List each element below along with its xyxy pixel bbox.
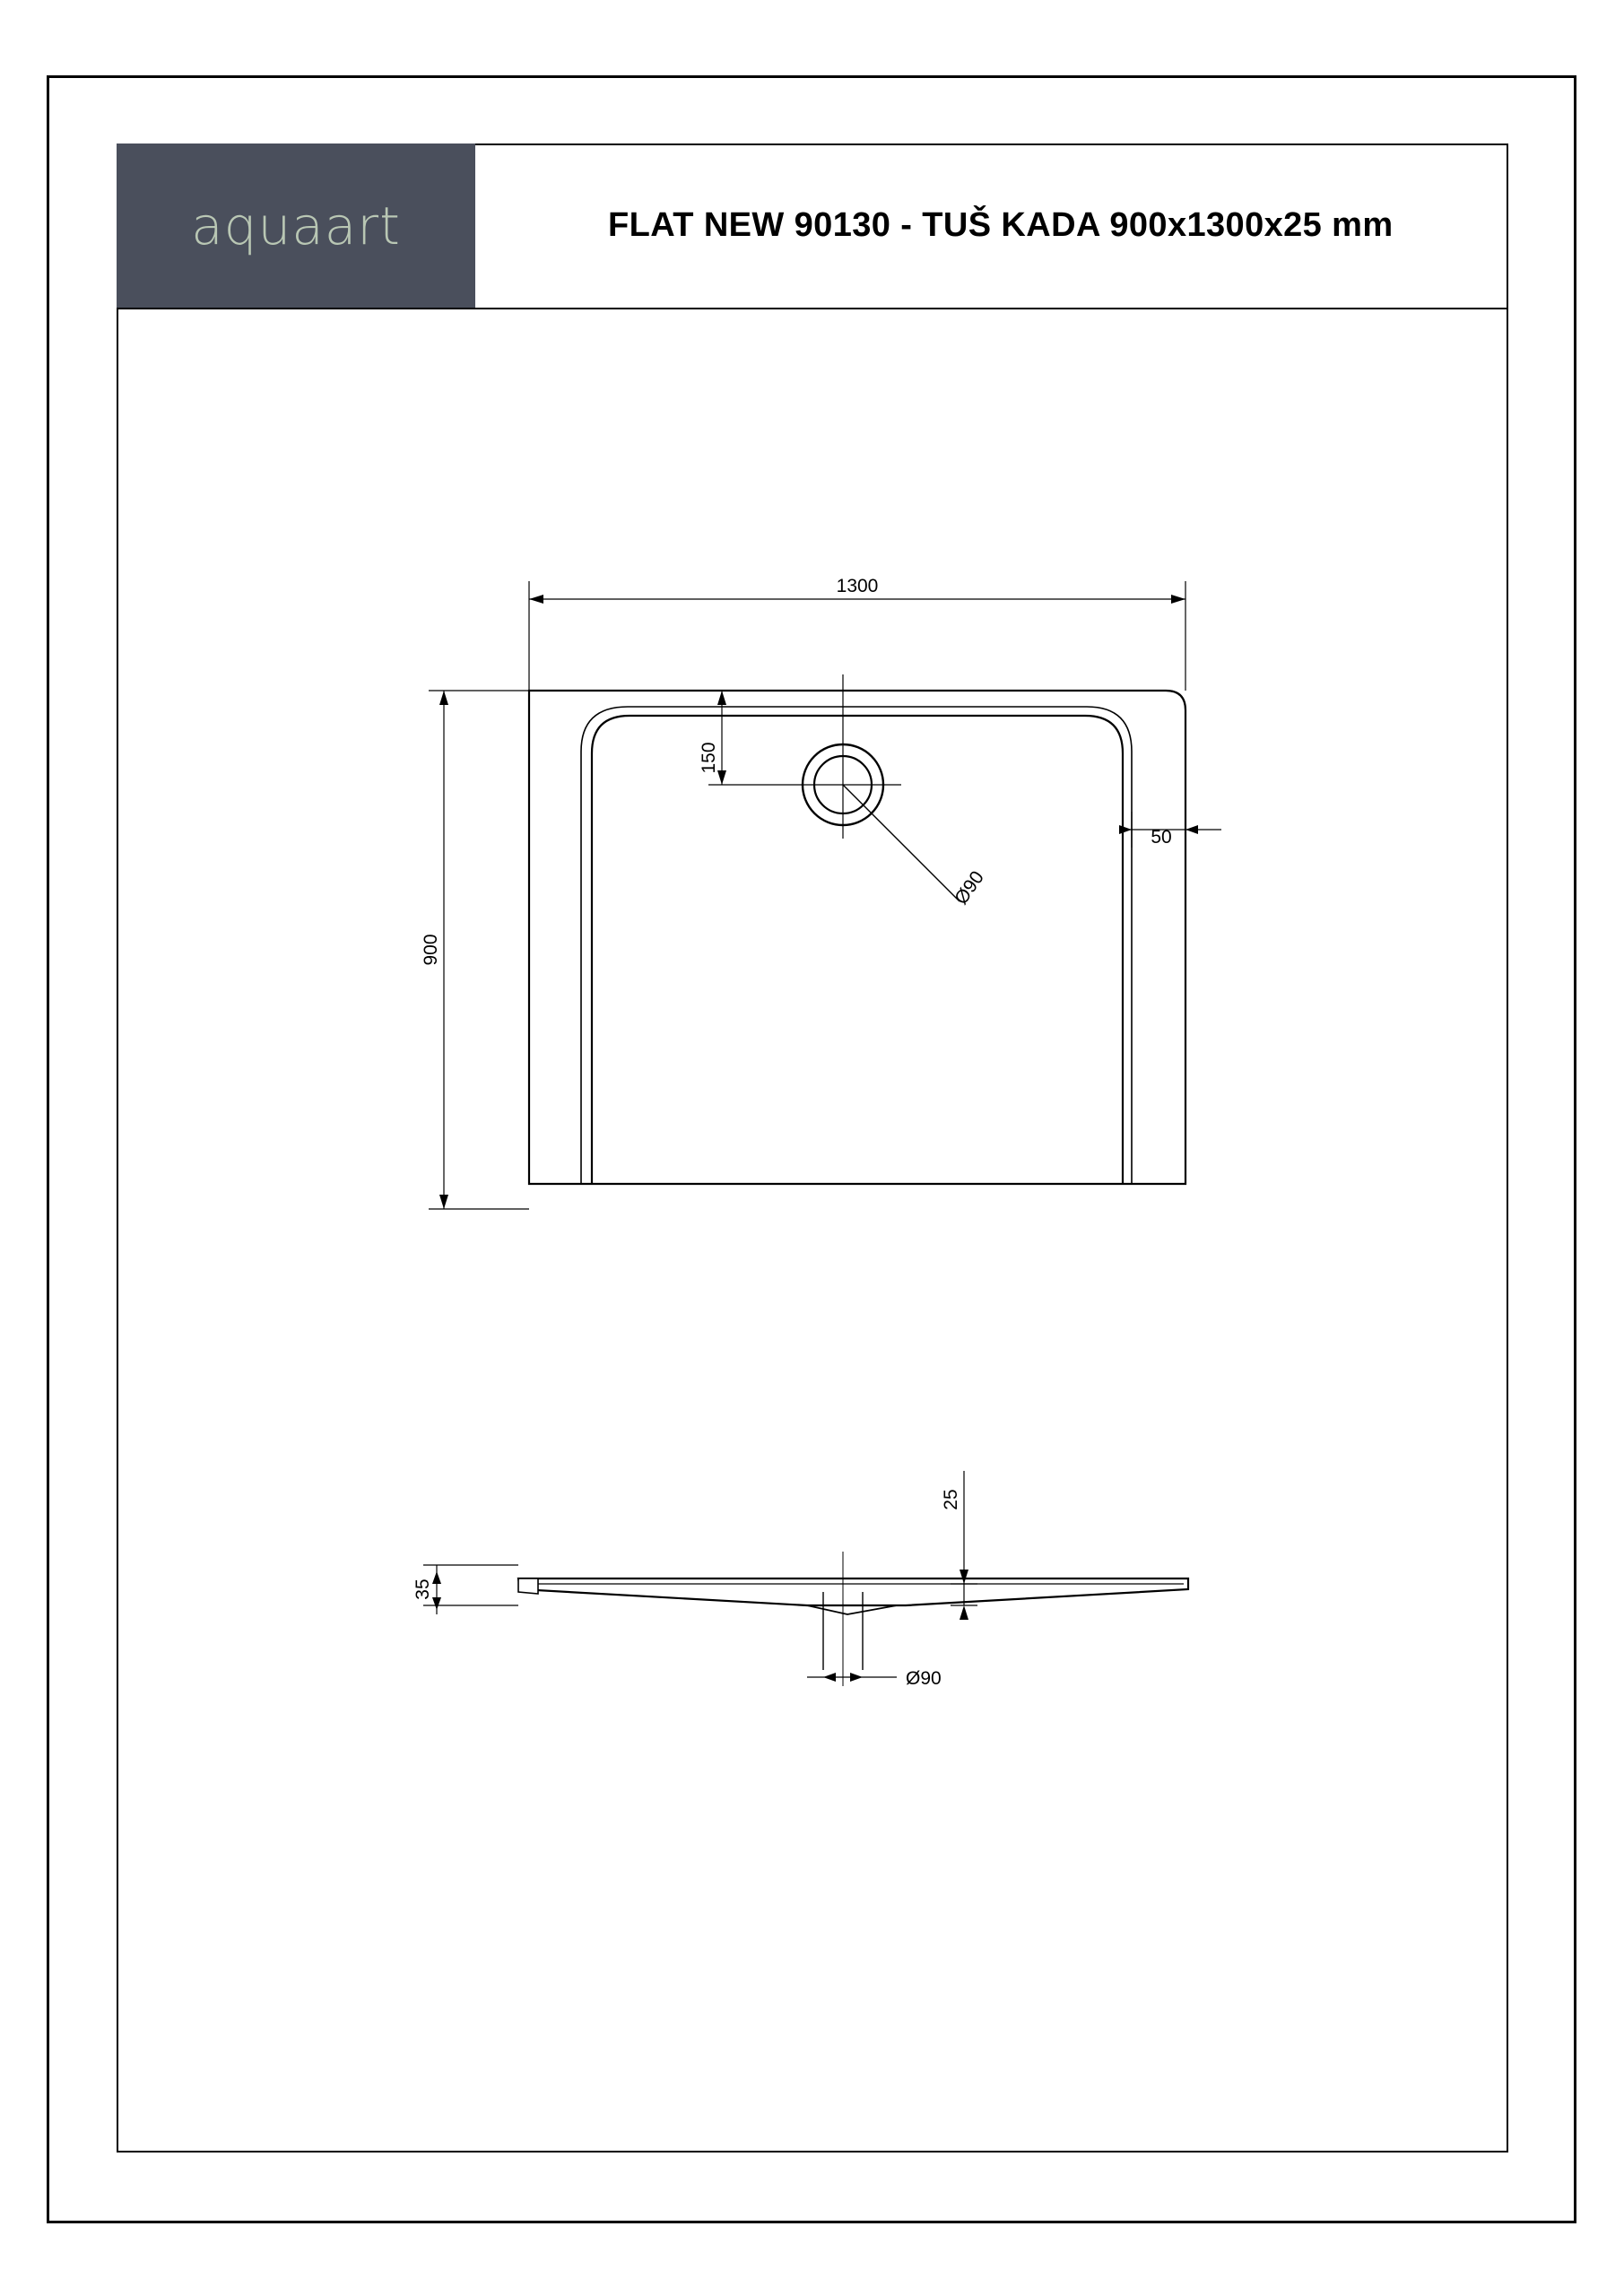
- dimension-drain-diameter-side: [807, 1673, 897, 1682]
- dimension-depth-900: [429, 691, 529, 1209]
- dimension-height-35: [423, 1565, 518, 1614]
- page-title: FLAT NEW 90130 - TUŠ KADA 900x1300x25 mm: [608, 206, 1394, 244]
- dim-height-label: 35: [413, 1578, 433, 1600]
- tray-side-profile: [518, 1578, 1188, 1614]
- dim-edge-label: 50: [1151, 827, 1172, 848]
- drain-shaft-side: [823, 1552, 863, 1686]
- dimension-width-1300: [529, 581, 1185, 691]
- dim-drain-offset-label: 150: [699, 742, 719, 774]
- dim-drain-diameter-top: Ø90: [951, 867, 988, 909]
- dim-drain-diameter-side: Ø90: [906, 1668, 942, 1689]
- brand-logo-text: aquaart: [191, 195, 401, 257]
- dim-width-label: 1300: [836, 576, 879, 596]
- dim-thickness-label: 25: [941, 1489, 961, 1510]
- dim-depth-label: 900: [421, 934, 441, 966]
